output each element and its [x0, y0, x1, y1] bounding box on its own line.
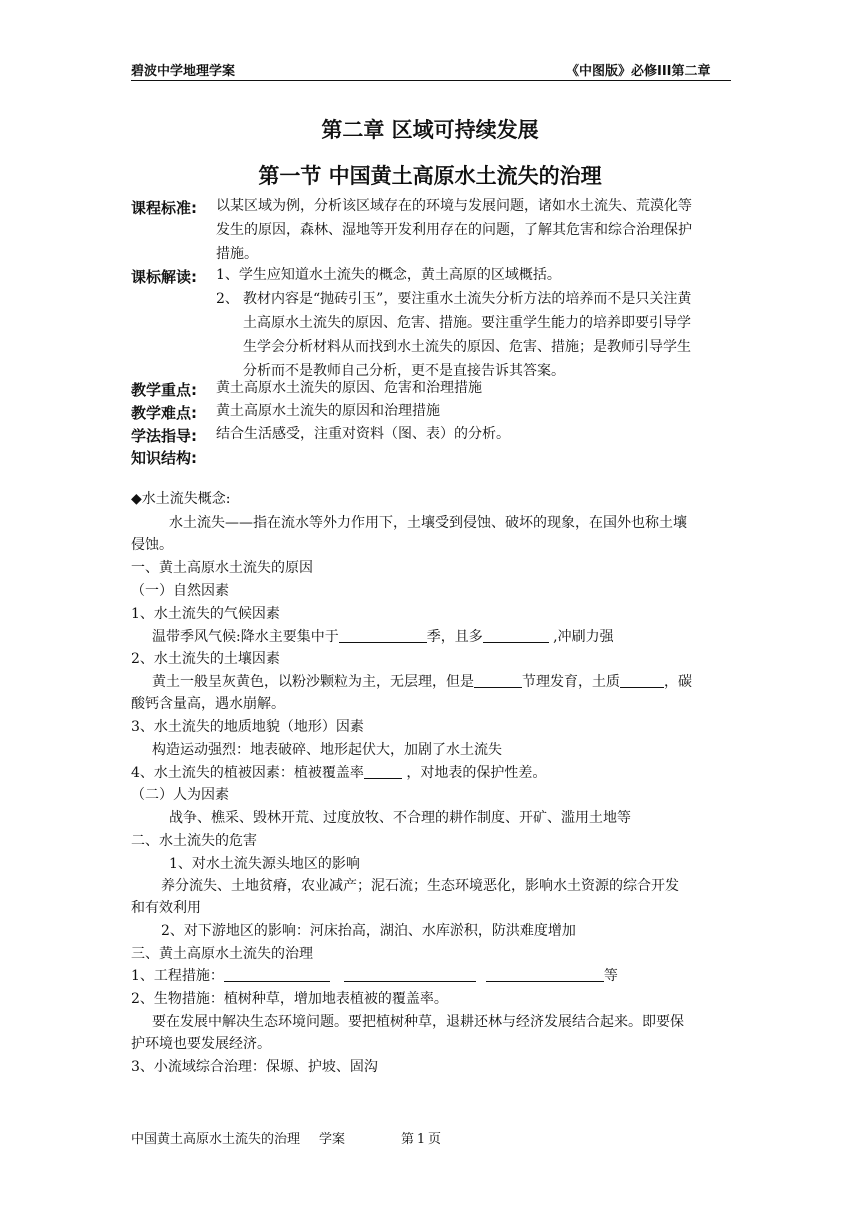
soil-factor-heading: 2、水土流失的土壤因素	[131, 651, 280, 667]
interpret-item-2-line-4: 分析而不是教师自己分析，更不是直接告诉其答案。	[243, 363, 565, 379]
biological-measures-text-1: 要在发展中解决生态环境问题。要把植树种草，退耕还林与经济发展结合起来。即要保	[152, 1014, 684, 1030]
human-factors-text: 战争、樵采、毁林开荒、过度放牧、不合理的耕作制度、开矿、滥用土地等	[169, 810, 631, 826]
standard-line-3: 措施。	[216, 246, 258, 262]
footer-title: 中国黄土高原水土流失的治理	[131, 1132, 301, 1147]
blank-field[interactable]	[486, 966, 604, 982]
interpret-item-2-line-1: 教材内容是“抛砖引玉”，要注重水土流失分析方法的培养而不是只关注黄	[243, 291, 692, 307]
interpret-item-1: 1、学生应知道水土流失的概念，黄土高原的区域概括。	[216, 267, 561, 283]
climate-factor-heading: 1、水土流失的气候因素	[131, 606, 280, 622]
standard-line-1: 以某区域为例，分析该区域存在的环境与发展问题，诸如水土流失、荒漠化等	[216, 198, 692, 214]
blank-field[interactable]	[364, 763, 402, 779]
biological-measures-text-2: 护环境也要发展经济。	[131, 1036, 271, 1052]
structure-label: 知识结构:	[131, 449, 197, 467]
difficult-label: 教学难点:	[131, 404, 197, 422]
harm-source-text-1: 养分流失、土地贫瘠，农业减产；泥石流；生态环境恶化，影响水土资源的综合开发	[161, 878, 679, 894]
concept-heading: ◆水土流失概念:	[131, 491, 231, 507]
section-3-heading: 三、黄土高原水土流失的治理	[131, 946, 313, 962]
header-rule	[131, 80, 731, 81]
terrain-factor-text: 构造运动强烈：地表破碎、地形起伏大，加剧了水土流失	[152, 742, 502, 758]
blank-field[interactable]	[339, 627, 427, 643]
difficult-text: 黄土高原水土流失的原因和治理措施	[216, 403, 440, 419]
watershed-measures: 3、小流域综合治理：保塬、护坡、固沟	[131, 1059, 378, 1075]
header-left: 碧波中学地理学案	[131, 64, 236, 79]
interpret-item-2-line-2: 土高原水土流失的原因、危害、措施。要注重学生能力的培养即要引导学	[243, 315, 691, 331]
human-factors-heading: （二）人为因素	[131, 787, 229, 803]
natural-factors-heading: （一）自然因素	[131, 583, 229, 599]
section-1-heading: 一、黄土高原水土流失的原因	[131, 560, 313, 576]
interpret-item-2-num: 2、	[216, 291, 239, 307]
chapter-title: 第二章 区域可持续发展	[321, 118, 539, 142]
harm-downstream: 2、对下游地区的影响：河床抬高，湖泊、水库淤积，防洪难度增加	[161, 923, 576, 939]
vegetation-factor: 4、水土流失的植被因素：植被覆盖率 ，对地表的保护性差。	[131, 765, 547, 781]
method-label: 学法指导:	[131, 427, 197, 445]
interpret-item-2-line-3: 生学会分析材料从而找到水土流失的原因、危害、措施；是教师引导学生	[243, 339, 691, 355]
footer-page: 第 1 页	[401, 1132, 442, 1147]
blank-field[interactable]	[620, 672, 664, 688]
blank-field[interactable]	[483, 627, 549, 643]
key-label: 教学重点:	[131, 381, 197, 399]
interpret-label: 课标解读:	[131, 268, 197, 286]
concept-text-1: 水土流失——指在流水等外力作用下，土壤受到侵蚀、破坏的现象，在国外也称土壤	[169, 515, 687, 531]
terrain-factor-heading: 3、水土流失的地质地貌（地形）因素	[131, 719, 364, 735]
footer-kind: 学案	[319, 1132, 346, 1147]
blank-field[interactable]	[474, 672, 522, 688]
biological-measures: 2、生物措施：植树种草，增加地表植被的覆盖率。	[131, 991, 448, 1007]
method-text: 结合生活感受，注重对资料（图、表）的分析。	[216, 426, 510, 442]
harm-source-heading: 1、对水土流失源头地区的影响	[169, 856, 360, 872]
header-right: 《中图版》必修III第二章	[566, 64, 711, 79]
standard-line-2: 发生的原因，森林、湿地等开发利用存在的问题，了解其危害和综合治理保护	[216, 222, 692, 238]
blank-field[interactable]	[224, 966, 330, 982]
standard-label: 课程标准:	[131, 199, 197, 217]
soil-factor-text-2: 酸钙含量高，遇水崩解。	[131, 696, 285, 712]
section-2-heading: 二、水土流失的危害	[131, 833, 257, 849]
engineering-measures: 1、工程措施： 等	[131, 968, 618, 984]
climate-factor-text: 温带季风气候:降水主要集中于 季，且多 ,冲刷力强	[152, 629, 614, 645]
key-text: 黄土高原水土流失的原因、危害和治理措施	[216, 380, 482, 396]
blank-field[interactable]	[344, 966, 476, 982]
soil-factor-text: 黄土一般呈灰黄色，以粉沙颗粒为主，无层理，但是 节理发育，土质 ，碳	[152, 674, 692, 690]
section-title: 第一节 中国黄土高原水土流失的治理	[258, 164, 602, 188]
harm-source-text-2: 和有效利用	[131, 900, 201, 916]
concept-text-2: 侵蚀。	[131, 537, 173, 553]
